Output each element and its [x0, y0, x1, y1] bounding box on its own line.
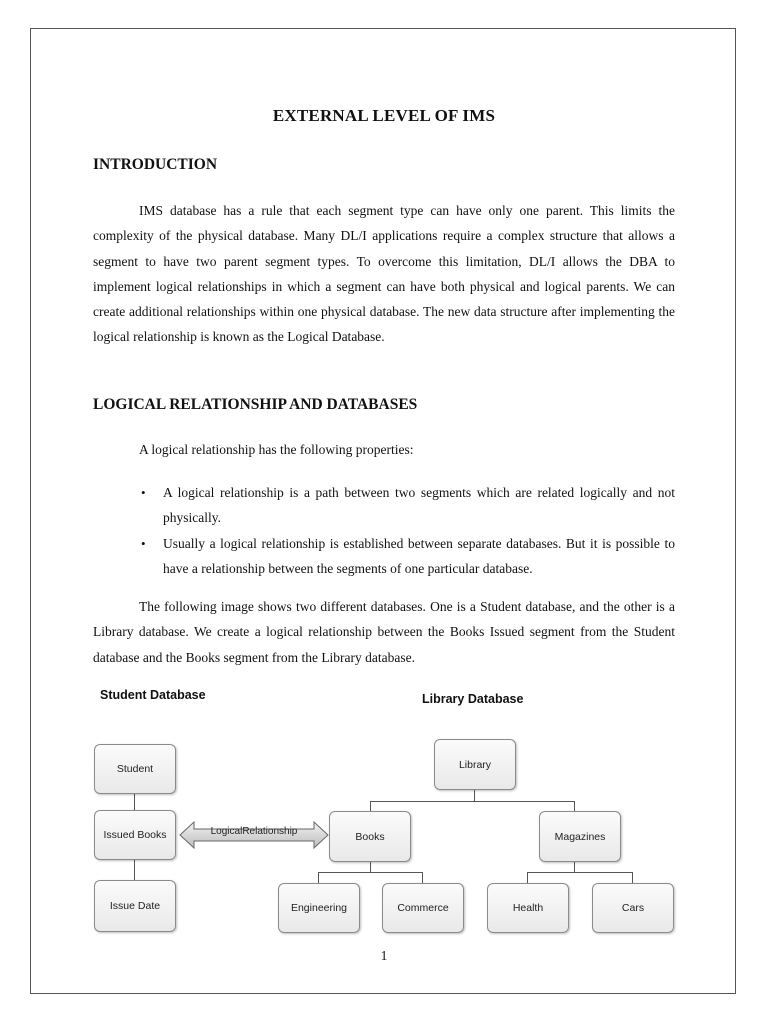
- node-commerce: Commerce: [382, 883, 464, 933]
- connector-line: [370, 801, 575, 802]
- bullet-icon: •: [141, 485, 146, 500]
- connector-line: [370, 862, 371, 872]
- connector-line: [527, 872, 528, 883]
- library-database-title: Library Database: [422, 692, 524, 706]
- connector-line: [318, 872, 423, 873]
- connector-line: [574, 862, 575, 872]
- bullet-text: A logical relationship is a path between two segments which are related logically and not physically.: [163, 485, 675, 526]
- connector-line: [370, 801, 371, 811]
- node-student: Student: [94, 744, 176, 794]
- node-issue-date: Issue Date: [94, 880, 176, 932]
- paragraph-image-description: The following image shows two different databases. One is a Student database, and the other is a Library database. We create a logical relationship between the Books Issued segment from the Student database and the Books segment from the Library database.: [93, 599, 675, 665]
- node-issued-books: Issued Books: [94, 810, 176, 860]
- connector-line: [527, 872, 633, 873]
- connector-line: [574, 801, 575, 811]
- bullet-text: Usually a logical relationship is established between separate databases. But it is possible to have a relationship between the segments of one particular database.: [163, 535, 675, 576]
- connector-line: [632, 872, 633, 883]
- heading-logical-relationship: LOGICAL RELATIONSHIP AND DATABASES: [93, 396, 418, 413]
- properties-list: [139, 480, 675, 581]
- node-engineering: Engineering: [278, 883, 360, 933]
- bullet-icon: •: [141, 535, 146, 551]
- node-magazines: Magazines: [539, 811, 621, 862]
- connector-line: [318, 872, 319, 883]
- list-item: [139, 531, 675, 582]
- relationship-label: LogicalRelationship: [210, 826, 298, 837]
- node-cars: Cars: [592, 883, 674, 933]
- heading-introduction: INTRODUCTION: [93, 156, 218, 173]
- student-database-title: Student Database: [100, 688, 206, 702]
- connector-line: [134, 794, 135, 810]
- paragraph-introduction: IMS database has a rule that each segment type can have only one parent. This limits the complexity of the physical database. Many DL/I applications require a complex structure that allows a segment to have two parent segment types. To overcome this limitation, DL/I allows the DBA to implement logical relationships in which a segment can have both physical and logical parents. We can create additional relationships within one physical database. The new data structure after implementing the logical relationship is known as the Logical Database.: [93, 203, 675, 345]
- document-title: EXTERNAL LEVEL OF IMS: [272, 106, 496, 125]
- node-health: Health: [487, 883, 569, 933]
- list-item: [139, 480, 675, 531]
- page-number: 1: [380, 948, 388, 963]
- connector-line: [134, 860, 135, 880]
- node-library: Library: [434, 739, 516, 790]
- connector-line: [422, 872, 423, 883]
- node-books: Books: [329, 811, 411, 862]
- properties-lead: A logical relationship has the following properties:: [139, 442, 414, 457]
